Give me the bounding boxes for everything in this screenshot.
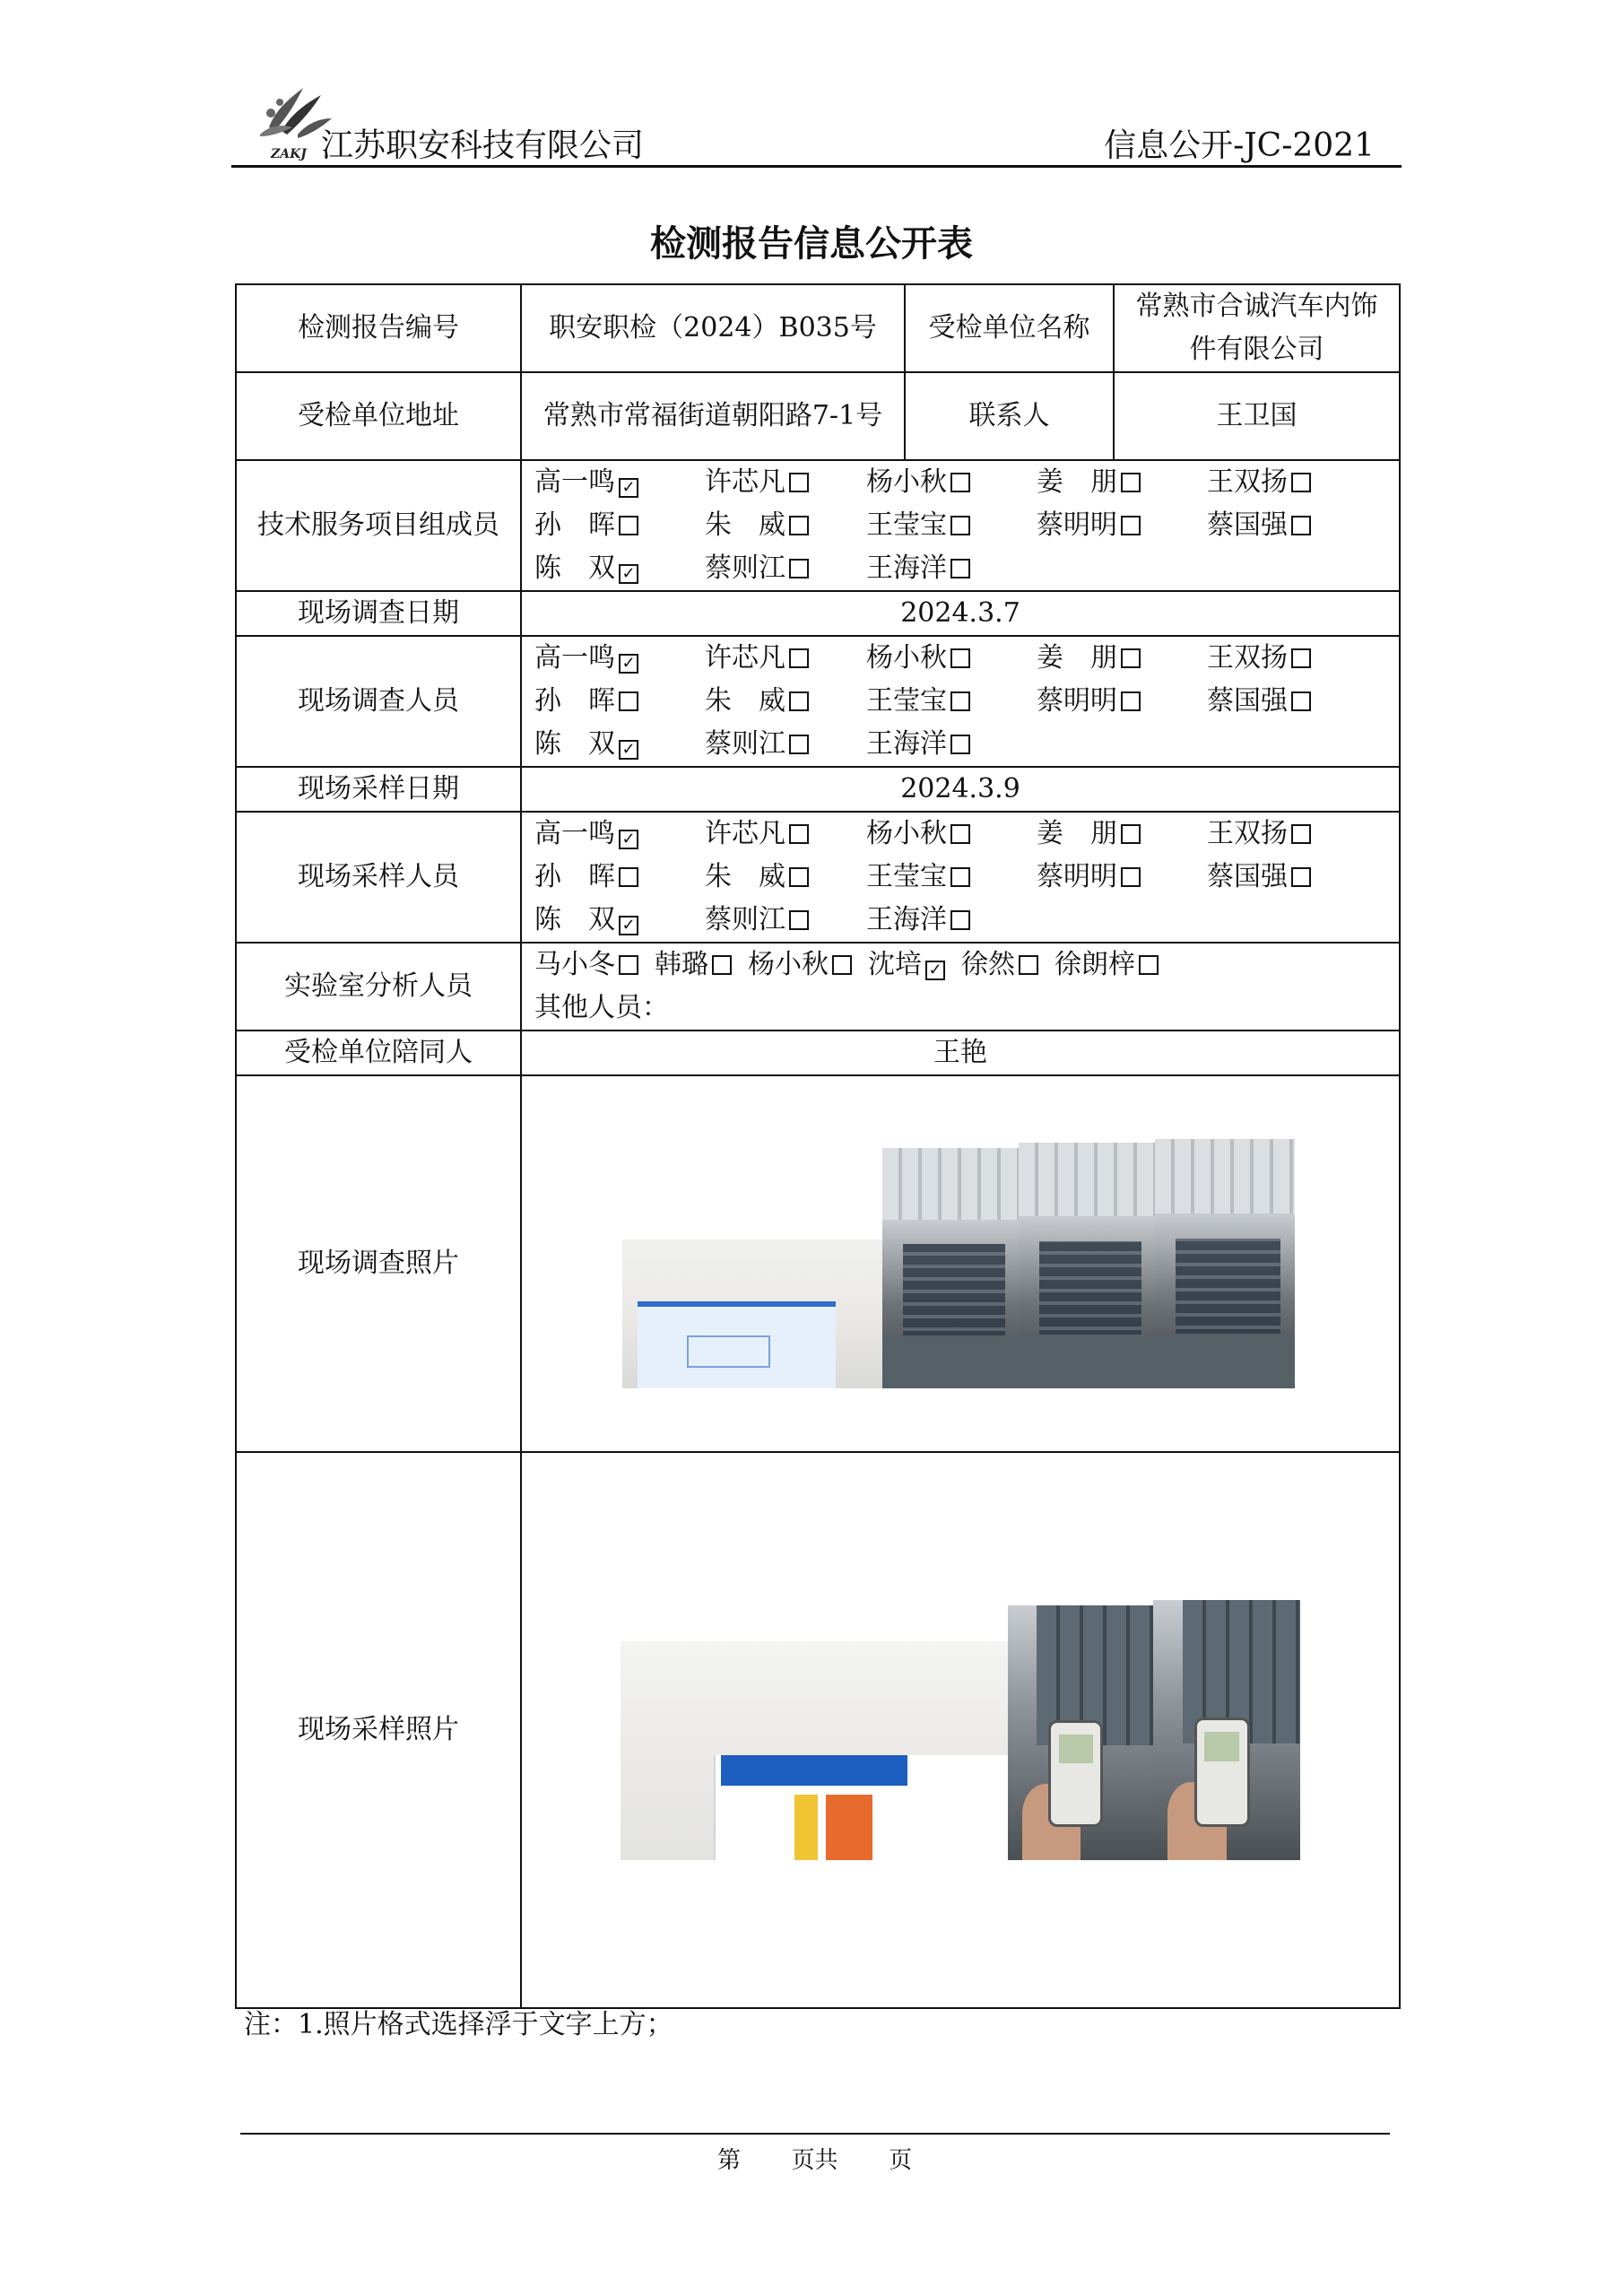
unchecked-box-icon (1019, 955, 1038, 975)
member-entry (748, 944, 852, 987)
member-entry (534, 680, 705, 723)
unchecked-box-icon (1121, 516, 1141, 535)
member-entry (868, 944, 945, 987)
member-entry (1207, 504, 1377, 547)
sampling-photo-meter-1 (1008, 1605, 1153, 1860)
sampling-date: 2024.3.9 (521, 767, 1400, 812)
checked-box-icon: ✓ (619, 564, 638, 584)
unchecked-box-icon (789, 910, 809, 930)
unit-address: 常熟市常福街道朝阳路7-1号 (521, 372, 905, 460)
lab-staff-label: 实验室分析人员 (236, 943, 521, 1031)
member-entry (534, 547, 705, 590)
member-entry (705, 461, 866, 504)
unchecked-box-icon (712, 955, 732, 975)
unchecked-box-icon (950, 648, 970, 668)
member-name: 朱 威 (705, 509, 785, 541)
survey-staff-label: 现场调查人员 (236, 636, 521, 767)
member-row (534, 637, 1390, 680)
member-name: 徐然 (961, 949, 1015, 980)
unchecked-box-icon (950, 691, 970, 711)
unchecked-box-icon (950, 559, 970, 578)
member-name: 陈 双 (534, 552, 615, 584)
member-entry (705, 813, 866, 856)
member-name: 陈 双 (534, 728, 615, 760)
survey-photo-label: 现场调查照片 (236, 1075, 521, 1452)
member-entry (1207, 461, 1377, 504)
member-row (534, 504, 1390, 547)
member-name: 韩璐 (655, 949, 708, 980)
member-entry (1037, 856, 1207, 899)
page-title: 检测报告信息公开表 (650, 222, 973, 265)
unchecked-box-icon (789, 824, 809, 844)
survey-photo-workshop-1 (882, 1148, 1019, 1388)
member-name: 蔡则江 (705, 552, 785, 584)
unchecked-box-icon (1121, 824, 1141, 844)
tech-members-list (521, 460, 1400, 591)
unchecked-box-icon (789, 516, 809, 535)
member-row (534, 723, 1390, 766)
member-entry (534, 637, 705, 680)
footer-page-mid: 页共 (791, 2147, 838, 2174)
member-entry (1037, 680, 1207, 723)
sampling-photo-label: 现场采样照片 (236, 1452, 521, 2008)
member-entry (866, 637, 1037, 680)
member-name: 王海洋 (866, 904, 947, 935)
contact-label: 联系人 (905, 372, 1114, 460)
member-name: 蔡国强 (1207, 509, 1288, 541)
unit-name-label: 受检单位名称 (905, 284, 1114, 372)
member-name: 高一鸣 (534, 642, 615, 674)
member-name: 孙 晖 (534, 861, 615, 892)
member-entry (866, 547, 1037, 590)
unchecked-box-icon (1291, 691, 1311, 711)
unchecked-box-icon (1121, 691, 1141, 711)
footer-page-prefix: 第 (717, 2147, 742, 2174)
checked-box-icon: ✓ (619, 740, 638, 760)
member-entry (866, 856, 1037, 899)
unchecked-box-icon (789, 473, 809, 492)
member-entry (866, 504, 1037, 547)
member-name: 王莹宝 (866, 509, 947, 541)
member-name: 姜 朋 (1037, 466, 1117, 498)
document-code: 信息公开-JC-2021 (1104, 127, 1375, 164)
member-entry (534, 504, 705, 547)
unchecked-box-icon (1121, 648, 1141, 668)
member-row (534, 680, 1390, 723)
member-entry (534, 723, 705, 766)
member-name: 陈 双 (534, 904, 615, 935)
member-name: 蔡则江 (705, 728, 785, 760)
member-entry (866, 461, 1037, 504)
unchecked-box-icon (950, 735, 970, 754)
unchecked-box-icon (619, 955, 638, 975)
member-entry (705, 637, 866, 680)
unchecked-box-icon (789, 735, 809, 754)
unchecked-box-icon (789, 648, 809, 668)
survey-photo-document (622, 1239, 882, 1388)
checked-box-icon: ✓ (619, 478, 638, 498)
unchecked-box-icon (950, 516, 970, 535)
page-footer (717, 2142, 912, 2175)
unchecked-box-icon (1291, 867, 1311, 887)
header-divider (231, 165, 1402, 168)
unchecked-box-icon (619, 867, 638, 887)
unchecked-box-icon (619, 516, 638, 535)
member-name: 杨小秋 (866, 642, 947, 674)
unchecked-box-icon (1291, 516, 1311, 535)
logo-text: ZAKJ (271, 147, 307, 161)
member-entry (655, 944, 732, 987)
member-name: 王双扬 (1207, 466, 1288, 498)
member-row (534, 461, 1390, 504)
member-name: 许芯凡 (705, 818, 785, 849)
member-entry (1207, 856, 1377, 899)
member-row (534, 899, 1390, 942)
member-name: 朱 威 (705, 861, 785, 892)
unchecked-box-icon (950, 910, 970, 930)
member-name: 高一鸣 (534, 818, 615, 849)
unit-name: 常熟市合诚汽车内饰件有限公司 (1114, 284, 1400, 372)
survey-photo-workshop-3 (1155, 1139, 1295, 1388)
checked-box-icon: ✓ (619, 916, 638, 935)
member-entry (705, 504, 866, 547)
member-name: 王双扬 (1207, 818, 1288, 849)
member-entry (1037, 637, 1207, 680)
member-name: 姜 朋 (1037, 642, 1117, 674)
escort-label: 受检单位陪同人 (236, 1031, 521, 1075)
escort-name: 王艳 (521, 1031, 1400, 1075)
member-entry (1055, 944, 1159, 987)
member-entry (705, 899, 866, 942)
member-entry (1037, 461, 1207, 504)
member-name: 孙 晖 (534, 685, 615, 717)
member-name: 徐朗梓 (1055, 949, 1135, 980)
unchecked-box-icon (619, 691, 638, 711)
member-entry (866, 723, 1037, 766)
report-number-label: 检测报告编号 (236, 284, 521, 372)
member-name: 蔡明明 (1037, 509, 1117, 541)
member-entry (705, 680, 866, 723)
member-name: 高一鸣 (534, 466, 615, 498)
lab-staff-list (521, 943, 1400, 1031)
info-table (235, 283, 1401, 2009)
survey-date: 2024.3.7 (521, 591, 1400, 636)
member-name: 杨小秋 (866, 818, 947, 849)
member-name: 王莹宝 (866, 861, 947, 892)
sampling-photos (521, 1452, 1400, 2008)
member-name: 蔡则江 (705, 904, 785, 935)
member-entry (961, 944, 1038, 987)
member-name: 许芯凡 (705, 642, 785, 674)
member-entry (705, 856, 866, 899)
sampling-photo-meter-2 (1153, 1600, 1300, 1860)
unchecked-box-icon (950, 824, 970, 844)
member-entry (866, 813, 1037, 856)
member-entry (534, 813, 705, 856)
unchecked-box-icon (789, 559, 809, 578)
unchecked-box-icon (832, 955, 852, 975)
unit-address-label: 受检单位地址 (236, 372, 521, 460)
tech-members-label: 技术服务项目组成员 (236, 460, 521, 591)
member-entry (1207, 637, 1377, 680)
checked-box-icon: ✓ (619, 654, 638, 674)
member-entry (534, 944, 638, 987)
unchecked-box-icon (789, 867, 809, 887)
member-name: 王双扬 (1207, 642, 1288, 674)
survey-photo-workshop-2 (1019, 1143, 1155, 1388)
member-entry (1207, 680, 1377, 723)
contact-name: 王卫国 (1114, 372, 1400, 460)
survey-staff-list (521, 636, 1400, 767)
member-row (534, 547, 1390, 590)
member-name: 姜 朋 (1037, 818, 1117, 849)
member-entry (705, 723, 866, 766)
member-name: 朱 威 (705, 685, 785, 717)
footer-page-suffix: 页 (889, 2147, 913, 2174)
member-name: 许芯凡 (705, 466, 785, 498)
member-row (534, 856, 1390, 899)
member-row (534, 813, 1390, 856)
member-name: 王莹宝 (866, 685, 947, 717)
member-name: 孙 晖 (534, 509, 615, 541)
page-header (231, 63, 1402, 166)
member-name: 杨小秋 (866, 466, 947, 498)
member-entry (866, 680, 1037, 723)
footnote: 注：1.照片格式选择浮于文字上方； (244, 2009, 673, 2040)
unchecked-box-icon (1291, 473, 1311, 492)
member-entry (866, 899, 1037, 942)
checked-box-icon: ✓ (925, 961, 945, 980)
checked-box-icon: ✓ (619, 830, 638, 849)
footer-divider (240, 2133, 1390, 2135)
report-number: 职安职检（2024）B035号 (521, 284, 905, 372)
unchecked-box-icon (1139, 955, 1159, 975)
member-name: 蔡国强 (1207, 861, 1288, 892)
sampling-date-label: 现场采样日期 (236, 767, 521, 812)
member-name: 王海洋 (866, 728, 947, 760)
survey-date-label: 现场调查日期 (236, 591, 521, 636)
member-name: 蔡国强 (1207, 685, 1288, 717)
member-name: 蔡明明 (1037, 861, 1117, 892)
unchecked-box-icon (950, 867, 970, 887)
member-name: 沈培 (868, 949, 922, 980)
member-entry (705, 547, 866, 590)
member-name: 杨小秋 (748, 949, 829, 980)
sampling-staff-list (521, 812, 1400, 943)
unchecked-box-icon (1291, 824, 1311, 844)
member-entry (1037, 813, 1207, 856)
unchecked-box-icon (1291, 648, 1311, 668)
member-entry (534, 899, 705, 942)
member-name: 马小冬 (534, 949, 615, 980)
member-entry (1037, 504, 1207, 547)
lab-staff-row (534, 944, 1390, 987)
unchecked-box-icon (789, 691, 809, 711)
member-name: 王海洋 (866, 552, 947, 584)
survey-photos (521, 1075, 1400, 1452)
unchecked-box-icon (950, 473, 970, 492)
sampling-photo-risk-map (621, 1641, 1008, 1860)
member-entry (534, 856, 705, 899)
member-name: 蔡明明 (1037, 685, 1117, 717)
sampling-staff-label: 现场采样人员 (236, 812, 521, 943)
member-entry (1207, 813, 1377, 856)
unchecked-box-icon (1121, 867, 1141, 887)
member-entry (534, 461, 705, 504)
company-name: 江苏职安科技有限公司 (321, 127, 645, 164)
lab-other-staff: 其他人员： (534, 992, 669, 1023)
unchecked-box-icon (1121, 473, 1141, 492)
